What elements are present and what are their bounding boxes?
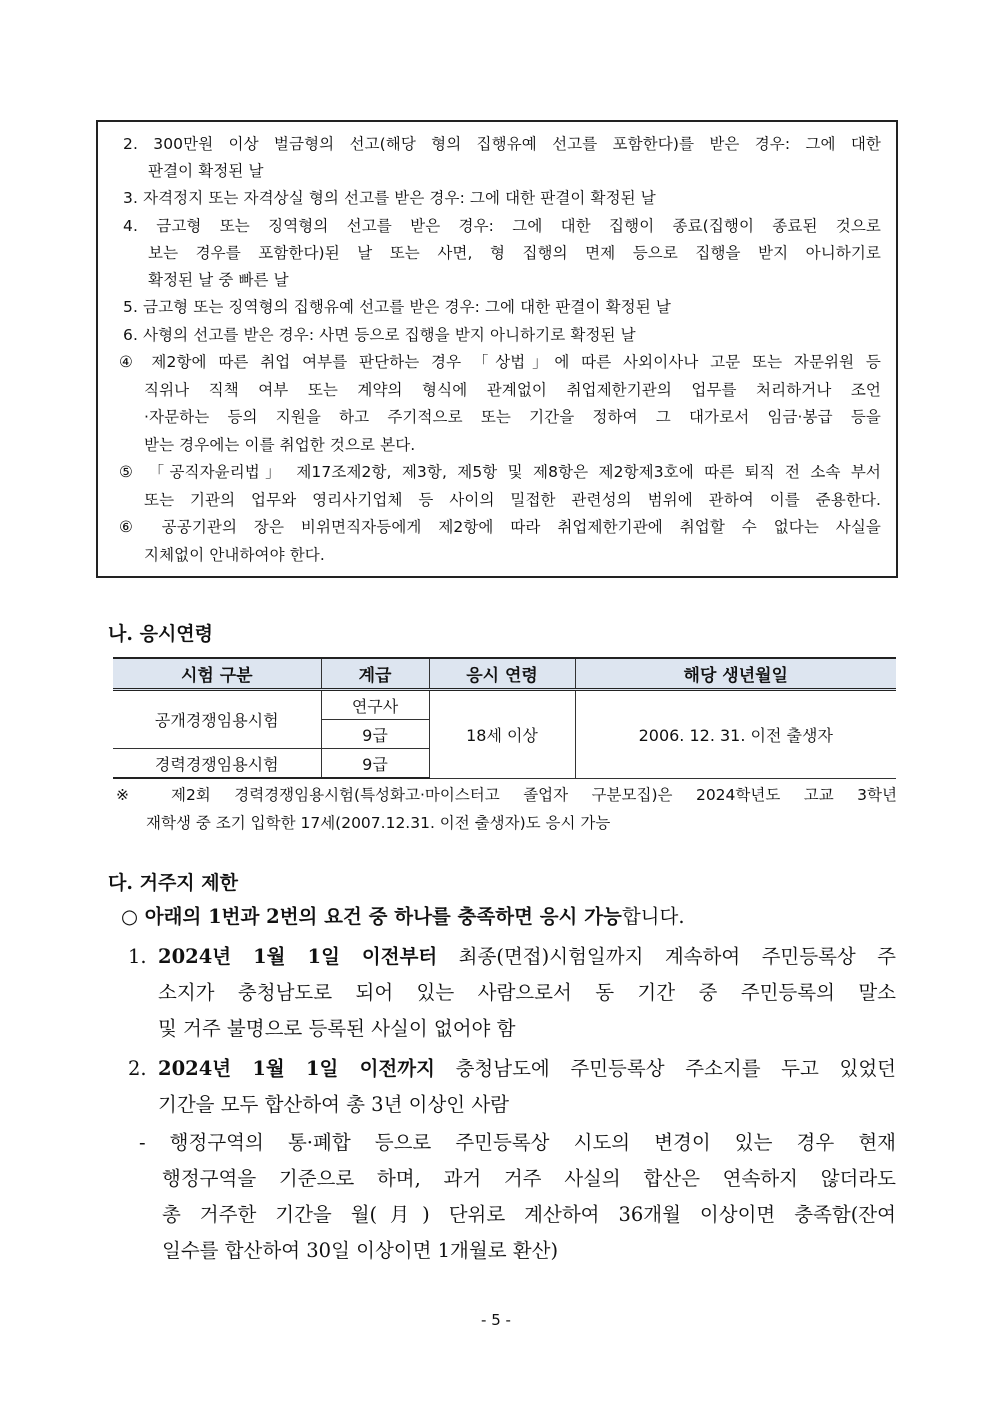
section-title-age: 나. 응시연령: [108, 623, 213, 645]
box-line: 5. 금고형 또는 징역형의 집행유예 선고를 받은 경우: 그에 대한 판결이 확정된 날: [123, 298, 671, 316]
residence-item-2-number: 2.: [128, 1057, 147, 1080]
grade-researcher: 연구사: [321, 690, 429, 720]
residence-dash-note-line: 일수를 합산하여 30일 이상이면 1개월로 환산): [162, 1239, 559, 1262]
box-line: ⑥ 공공기관의 장은 비위면직자등에게 제2항에 따라 취업제한기관에 취업할 수 없다는 사실을: [119, 518, 881, 536]
residence-item-1: [158, 944, 896, 970]
page-number: - 5 -: [481, 1311, 511, 1329]
box-line: 2. 300만원 이상 벌금형의 선고(해당 형의 집행유예 선고를 포함한다)를 받은 경우: 그에 대한: [123, 135, 881, 153]
birth-cell: 2006. 12. 31. 이전 출생자: [575, 690, 896, 779]
header-grade: 계급: [321, 658, 429, 690]
residence-item-1-number: 1.: [128, 945, 147, 968]
box-line: 3. 자격정지 또는 자격상실 형의 선고를 받은 경우: 그에 대한 판결이 확정된 날: [123, 189, 656, 207]
box-line: ⑤ 「공직자윤리법」 제17조제2항, 제3항, 제5항 및 제8항은 제2항제3호에 따른 퇴직 전 소속 부서: [119, 463, 881, 481]
box-line: 직위나 직책 여부 또는 계약의 형식에 관계없이 취업제한기관의 업무를 처리하거나 조언: [144, 381, 881, 399]
table-row: [113, 690, 896, 720]
box-line: ④ 제2항에 따른 취업 여부를 판단하는 경우 「상법」에 따른 사외이사나 고문 또는 자문위원 등: [119, 353, 881, 371]
box-line: 확정된 날 중 빠른 날: [148, 271, 289, 289]
box-line: 판결이 확정된 날: [148, 162, 264, 180]
exam-open: 공개경쟁임용시험: [113, 690, 321, 749]
box-line: 또는 기관의 업무와 영리사기업체 등 사이의 밀접한 관련성의 범위에 관하여 이를 준용한다.: [144, 491, 881, 509]
residence-dash-note-line: 총 거주한 기간을 월(月) 단위로 계산하여 36개월 이상이면 충족함(잔여: [162, 1203, 896, 1226]
residence-item-2: [158, 1056, 896, 1082]
age-note: 재학생 중 조기 입학한 17세(2007.12.31. 이전 출생자)도 응시 가능: [146, 814, 611, 832]
item-2-bold: 2024년 1월 1일 이전까지: [158, 1057, 435, 1080]
header-birthdate: 해당 생년월일: [575, 658, 896, 690]
header-age: 응시 연령: [429, 658, 575, 690]
grade-9: 9급: [321, 749, 429, 779]
box-line: 보는 경우를 포함한다)된 날 또는 사면, 형 집행의 면제 등으로 집행을 받지 아니하기로: [148, 244, 881, 262]
section-title-residence: 다. 거주지 제한: [108, 872, 238, 894]
residence-intro: [121, 904, 685, 930]
header-exam-type: 시험 구분: [113, 658, 321, 690]
residence-item-2-line: 기간을 모두 합산하여 총 3년 이상인 사람: [158, 1093, 509, 1116]
box-line: 지체없이 안내하여야 한다.: [144, 546, 325, 564]
box-line: ·자문하는 등의 지원을 하고 주기적으로 또는 기간을 정하여 그 대가로서 임금·봉급 등을: [144, 408, 881, 426]
residence-item-1-line: 및 거주 불명으로 등록된 사실이 없어야 함: [158, 1017, 516, 1040]
age-cell: 18세 이상: [429, 690, 575, 779]
residence-intro-bold: ○ 아래의 1번과 2번의 요건 중 하나를 충족하면 응시 가능: [121, 905, 622, 928]
residence-dash-note-line: 행정구역을 기준으로 하며, 과거 거주 사실의 합산은 연속하지 않더라도: [162, 1167, 896, 1190]
box-line: 6. 사형의 선고를 받은 경우: 사면 등으로 집행을 받지 아니하기로 확정된 날: [123, 326, 636, 344]
residence-item-1-line: 소지가 충청남도로 되어 있는 사람으로서 동 기간 중 주민등록의 말소: [158, 981, 896, 1004]
item-1-text: 최종(면접)시험일까지 계속하여 주민등록상 주: [437, 945, 896, 968]
item-1-bold: 2024년 1월 1일 이전부터: [158, 945, 438, 968]
residence-intro-rest: 합니다.: [621, 905, 685, 928]
grade-9: 9급: [321, 720, 429, 749]
item-2-text: 충청남도에 주민등록상 주소지를 두고 있었던: [434, 1057, 896, 1080]
exam-career: 경력경쟁임용시험: [113, 749, 321, 779]
residence-dash-note: - 행정구역의 통·폐합 등으로 주민등록상 시도의 변경이 있는 경우 현재: [139, 1131, 896, 1154]
age-table: [113, 657, 896, 779]
table-header-row: [113, 658, 896, 690]
box-line: 받는 경우에는 이를 취업한 것으로 본다.: [144, 436, 416, 454]
box-line: 4. 금고형 또는 징역형의 선고를 받은 경우: 그에 대한 집행이 종료(집행이 종료된 것으로: [123, 217, 881, 235]
age-note: ※ 제2회 경력경쟁임용시험(특성화고·마이스터고 졸업자 구분모집)은 2024학년도 고교 3학년: [116, 786, 897, 804]
